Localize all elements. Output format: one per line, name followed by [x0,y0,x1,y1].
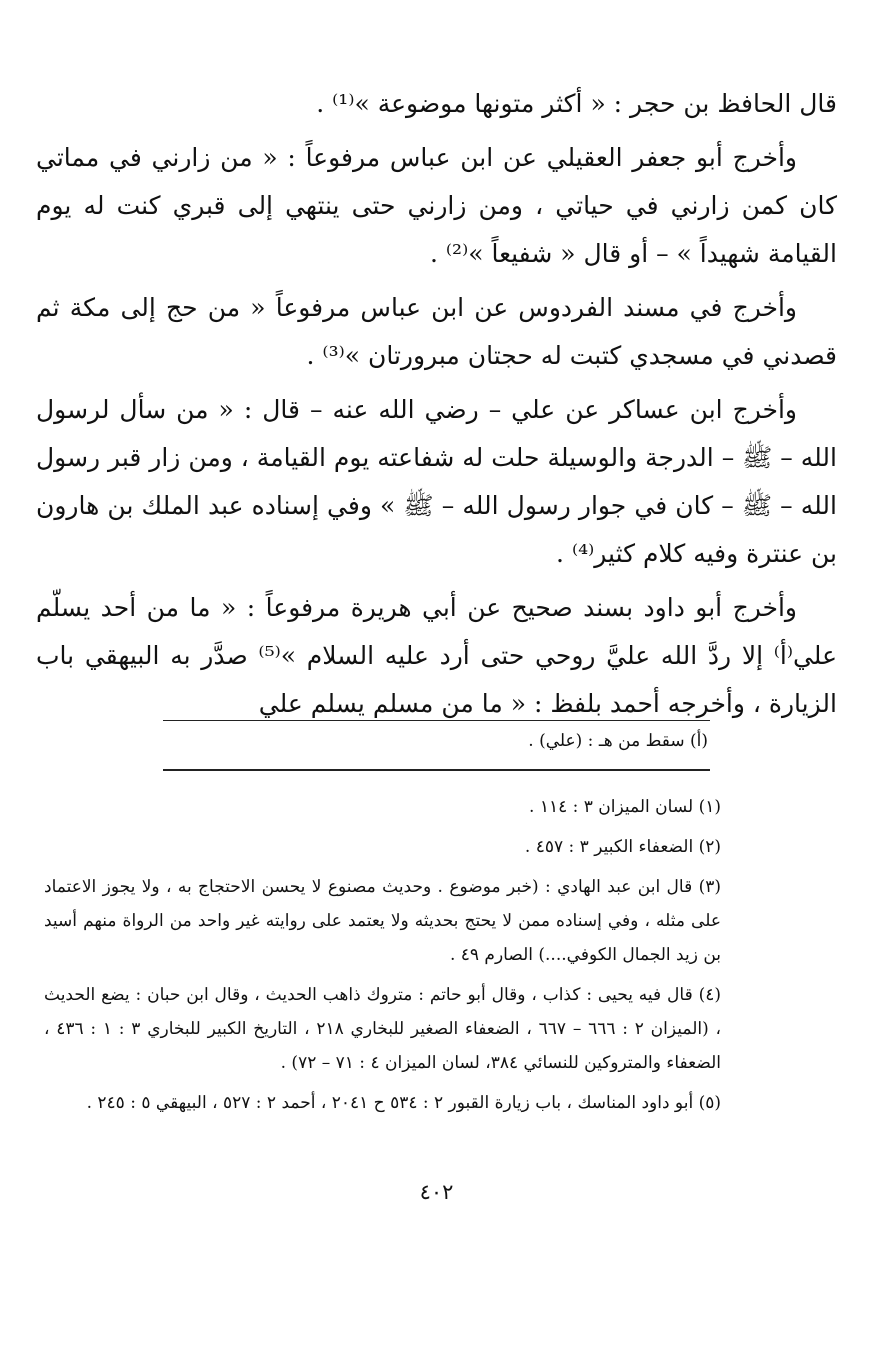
footnote-5: (٥) أبو داود المناسك ، باب زيارة القبور ٢ : ٥٣٤ ح ٢٠٤١ ، أحمد ٢ : ٥٢٧ ، البيهقي ٥ : ٢٤٥ . [86,1093,721,1113]
paragraph-1: قال الحافظ بن حجر : « أكثر متونها موضوعة »⁽¹⁾ . [316,89,837,118]
footnote-2: (٢) الضعفاء الكبير ٣ : ٤٥٧ . [524,837,721,857]
variant-note-divider [163,720,710,721]
paragraph-2: وأخرج أبو جعفر العقيلي عن ابن عباس مرفوعاً : « من زارني في مماتي كان كمن زارني في حياتي ، ومن زارني حتى ينتهي إلى قبري كنت له يوم القيامة شهيداً » – أو قال « شفيعاً »⁽²⁾ . [36,143,837,268]
variant-note: (أ) سقط من هـ : (علي) . [528,731,708,751]
footnote-3: (٣) قال ابن عبد الهادي : (خبر موضوع . وحديث مصنوع لا يحسن الاحتجاج به ، ولا يجوز الاعتماد على مثله ، وفي إسناده ممن لا يحتج بحديثه ولا يعتمد على روايته غير واحد من الرواة منهم أسيد بن زيد الجمال الكوفي....) الصارم ٤٩ . [44,877,721,965]
page-number: ٤٠٢ [419,1180,454,1204]
paragraph-3: وأخرج في مسند الفردوس عن ابن عباس مرفوعاً « من حج إلى مكة ثم قصدني في مسجدي كتبت له حجتان مبرورتان »⁽³⁾ . [36,293,837,370]
paragraph-5: وأخرج أبو داود بسند صحيح عن أبي هريرة مرفوعاً : « ما من أحد يسلّم علي⁽أ⁾ إلا ردَّ الله عليَّ روحي حتى أرد عليه السلام »⁽⁵⁾ صدَّر به البيهقي باب الزيارة ، وأخرجه أحمد بلفظ : « ما من مسلم يسلم علي [36,593,838,718]
paragraph-4: وأخرج ابن عساكر عن علي – رضي الله عنه – قال : « من سأل لرسول الله – ﷺ – الدرجة والوسيلة حلت له شفاعته يوم القيامة ، ومن زار قبر رسول الله – ﷺ – كان في جوار رسول الله – ﷺ » وفي إسناده عبد الملك بن هارون بن عنترة وفيه كلام كثير⁽⁴⁾ . [36,395,837,568]
footnote-1: (١) لسان الميزان ٣ : ١١٤ . [529,797,721,817]
footnote-4: (٤) قال فيه يحيى : كذاب ، وقال أبو حاتم : متروك ذاهب الحديث ، وقال ابن حبان : يضع الحديث ، (الميزان ٢ : ٦٦٦ – ٦٦٧ ، الضعفاء الصغير للبخاري ٢١٨ ، التاريخ الكبير للبخاري ٣ : ١ : ٤٣٦ ، الضعفاء والمتروكين للنسائي ٣٨٤، لسان الميزان ٤ : ٧١ – ٧٢) . [44,985,721,1073]
main-text [36,80,837,734]
footnotes-divider [163,769,710,771]
footnotes [44,790,721,1126]
